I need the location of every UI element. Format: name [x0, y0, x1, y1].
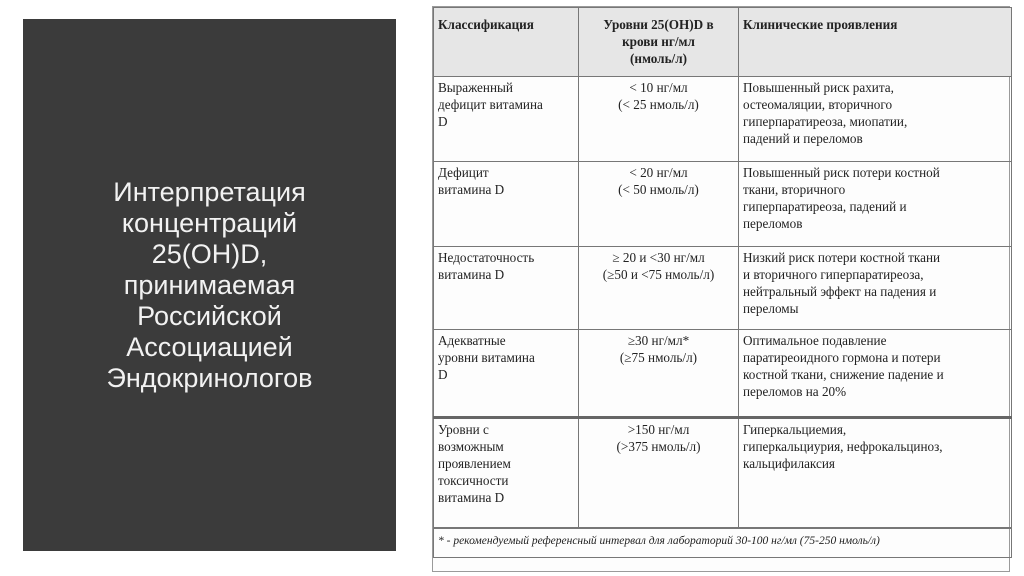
cell-manifestations: Оптимальное подавление паратиреоидного гормона и потери костной ткани, снижение падение и переломов на 20%	[739, 330, 1012, 418]
cell-classification: Адекватные уровни витамина D	[434, 330, 579, 418]
cell-classification: Недостаточность витамина D	[434, 247, 579, 330]
table-row	[434, 418, 1012, 529]
table-row	[434, 162, 1012, 247]
header-levels: Уровни 25(OH)D в крови нг/мл (нмоль/л)	[579, 8, 739, 77]
cell-classification: Уровни с возможным проявлением токсичности витамина D	[434, 418, 579, 529]
cell-classification: Дефицит витамина D	[434, 162, 579, 247]
slide-title: Интерпретация концентраций 25(OH)D, принимаемая Российской Ассоциацией Эндокринологов	[106, 176, 313, 393]
table-row	[434, 330, 1012, 418]
classification-table-container	[432, 6, 1010, 572]
cell-levels: ≥ 20 и <30 нг/мл (≥50 и <75 нмоль/л)	[579, 247, 739, 330]
table-footnote: * - рекомендуемый референсный интервал для лабораторий 30-100 нг/мл (75-250 нмоль/л)	[434, 528, 1012, 558]
cell-levels: < 10 нг/мл (< 25 нмоль/л)	[579, 77, 739, 162]
footnote-row	[434, 528, 1012, 558]
header-classification: Классификация	[434, 8, 579, 77]
cell-manifestations: Повышенный риск потери костной ткани, вторичного гиперпаратиреоза, падений и переломов	[739, 162, 1012, 247]
title-panel	[23, 19, 396, 551]
vitamin-d-classification-table	[433, 7, 1012, 558]
table-row	[434, 247, 1012, 330]
table-header-row	[434, 8, 1012, 77]
cell-levels: ≥30 нг/мл* (≥75 нмоль/л)	[579, 330, 739, 418]
cell-manifestations: Низкий риск потери костной ткани и вторичного гиперпаратиреоза, нейтральный эффект на падения и переломы	[739, 247, 1012, 330]
cell-classification: Выраженный дефицит витамина D	[434, 77, 579, 162]
cell-levels: < 20 нг/мл (< 50 нмоль/л)	[579, 162, 739, 247]
table-row	[434, 77, 1012, 162]
cell-manifestations: Гиперкальциемия, гиперкальциурия, нефрокальциноз, кальцифилаксия	[739, 418, 1012, 529]
cell-levels: >150 нг/мл (>375 нмоль/л)	[579, 418, 739, 529]
header-manifestations: Клинические проявления	[739, 8, 1012, 77]
cell-manifestations: Повышенный риск рахита, остеомаляции, вторичного гиперпаратиреоза, миопатии, падений и переломов	[739, 77, 1012, 162]
